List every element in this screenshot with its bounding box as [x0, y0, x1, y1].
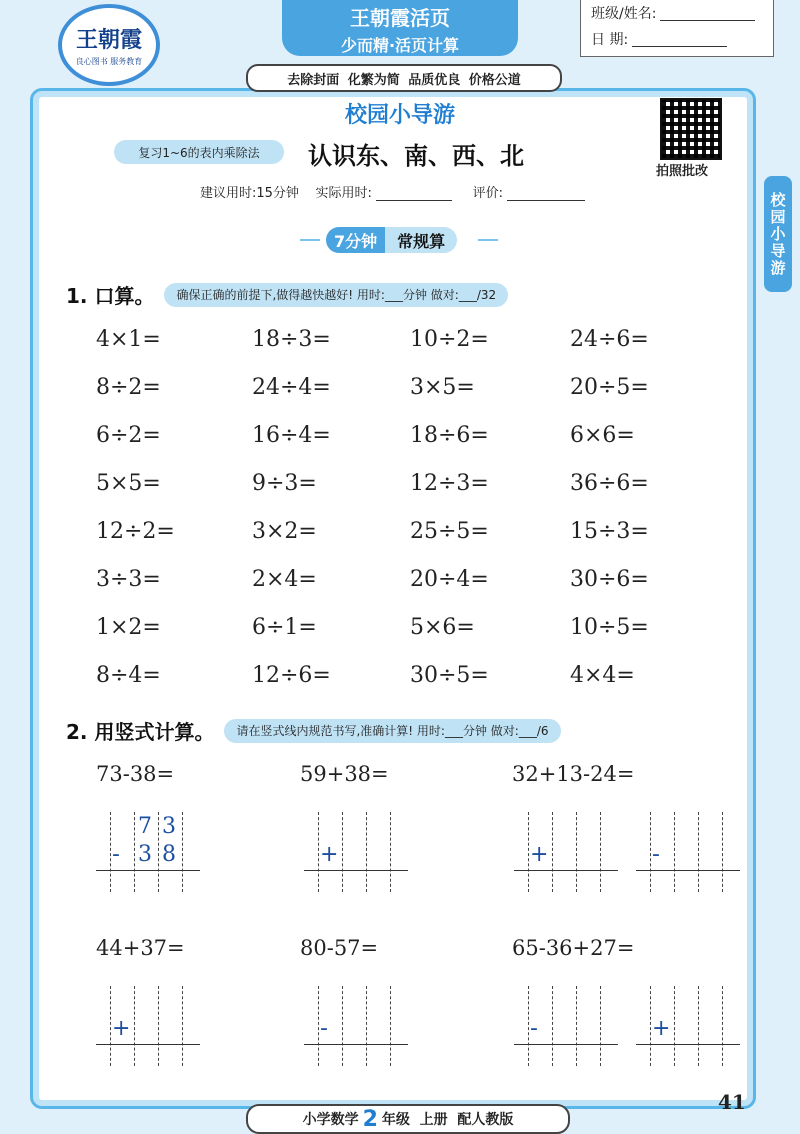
grid-dashed-line — [722, 986, 723, 1066]
oral-calc-item: 8÷2= — [96, 375, 161, 400]
vertical-problem: 44+37= — [96, 936, 185, 960]
grid-dashed-line — [318, 986, 319, 1066]
grid-sum-line — [514, 870, 618, 871]
deco-line-left — [300, 239, 320, 241]
vertical-calc-grid[interactable] — [304, 812, 408, 892]
vertical-calc-grid[interactable] — [636, 986, 740, 1066]
plus-sign: + — [112, 1016, 131, 1041]
oral-calc-item: 20÷4= — [410, 567, 489, 592]
student-info-box — [580, 0, 774, 57]
grid-dashed-line — [698, 986, 699, 1066]
oral-calc-item: 18÷6= — [410, 423, 489, 448]
grid-dashed-line — [366, 812, 367, 892]
vertical-problem: 59+38= — [300, 762, 389, 786]
grid-sum-line — [304, 870, 408, 871]
oral-calc-item: 6÷2= — [96, 423, 161, 448]
oral-calc-grid — [96, 320, 716, 704]
grid-dashed-line — [600, 812, 601, 892]
brand-subtitle: 少而精·活页计算 — [340, 36, 460, 55]
grid-dashed-line — [134, 812, 135, 892]
grid-dashed-line — [390, 812, 391, 892]
grid-dashed-line — [698, 812, 699, 892]
plus-sign: + — [530, 842, 549, 867]
grid-dashed-line — [318, 812, 319, 892]
grid-dashed-line — [600, 986, 601, 1066]
student-name-row — [581, 0, 773, 26]
section-title: 校园小导游 — [344, 103, 455, 128]
oral-calc-item: 6×6= — [570, 423, 635, 448]
vertical-calc-grid[interactable] — [96, 986, 200, 1066]
rating-label: 评价: — [472, 186, 504, 201]
grid-sum-line — [96, 1044, 200, 1045]
logo-subtext: 良心图书 服务教育 — [75, 57, 143, 66]
oral-calc-item: 18÷3= — [252, 327, 331, 352]
footer-bar — [246, 1104, 570, 1134]
q2-title: 2. 用竖式计算。 — [66, 720, 215, 744]
timer-badge — [326, 226, 457, 254]
grid-dashed-line — [182, 986, 183, 1066]
student-name-field[interactable] — [660, 6, 755, 21]
oral-calc-item: 5×5= — [96, 471, 161, 496]
grid-dashed-line — [110, 812, 111, 892]
grid-sum-line — [304, 1044, 408, 1045]
oral-calc-item: 20÷5= — [570, 375, 649, 400]
date-label: 日 期: — [591, 32, 629, 48]
oral-calc-item: 12÷6= — [252, 663, 331, 688]
grid-dashed-line — [182, 812, 183, 892]
grid-dashed-line — [366, 986, 367, 1066]
digit: 7 — [138, 814, 152, 839]
minus-sign: - — [652, 842, 660, 867]
page-number: 41 — [718, 1090, 746, 1114]
oral-calc-item: 5×6= — [410, 615, 475, 640]
review-pill: 复习1~6的表内乘除法 — [114, 140, 284, 164]
time-line — [200, 182, 585, 201]
vertical-problem: 73-38= — [96, 762, 175, 786]
oral-calc-item: 4×1= — [96, 327, 161, 352]
oral-calc-item: 24÷6= — [570, 327, 649, 352]
vertical-problem: 80-57= — [300, 936, 379, 960]
oral-calc-item: 2×4= — [252, 567, 317, 592]
grid-dashed-line — [722, 812, 723, 892]
timer-minutes: 7分钟 — [326, 227, 385, 253]
timer-label: 常规算 — [385, 227, 457, 253]
oral-calc-item: 3÷3= — [96, 567, 161, 592]
footer-grade: 2 — [362, 1106, 378, 1132]
q2-header — [66, 716, 561, 745]
grid-dashed-line — [576, 812, 577, 892]
grid-dashed-line — [528, 986, 529, 1066]
date-row — [581, 26, 773, 52]
grid-sum-line — [636, 1044, 740, 1045]
deco-line-right — [478, 239, 498, 241]
vertical-calc-grid[interactable] — [304, 986, 408, 1066]
plus-sign: + — [652, 1016, 671, 1041]
oral-calc-item: 30÷5= — [410, 663, 489, 688]
student-name-label: 班级/姓名: — [591, 6, 657, 22]
grid-dashed-line — [528, 812, 529, 892]
slogan-banner: 去除封面 化繁为简 品质优良 价格公道 — [246, 64, 562, 92]
vertical-calc-grid[interactable] — [96, 812, 200, 892]
grid-dashed-line — [650, 812, 651, 892]
grid-dashed-line — [342, 986, 343, 1066]
oral-calc-item: 10÷2= — [410, 327, 489, 352]
digit: 3 — [138, 842, 152, 867]
qr-code-icon[interactable] — [660, 98, 722, 160]
oral-calc-item: 6÷1= — [252, 615, 317, 640]
grid-dashed-line — [158, 812, 159, 892]
side-tab: 校园小导游 — [764, 176, 792, 292]
footer-subject: 小学数学 — [302, 1112, 359, 1128]
grid-dashed-line — [110, 986, 111, 1066]
digit: 3 — [162, 814, 176, 839]
q1-title: 1. 口算。 — [66, 284, 155, 308]
vertical-problem: 32+13-24= — [512, 762, 635, 786]
plus-sign: + — [320, 842, 339, 867]
minus-sign: - — [530, 1016, 538, 1041]
grid-dashed-line — [674, 812, 675, 892]
actual-time-field[interactable] — [376, 186, 452, 201]
grid-dashed-line — [674, 986, 675, 1066]
suggested-time: 建议用时:15分钟 — [200, 186, 299, 201]
vertical-problem: 65-36+27= — [512, 936, 635, 960]
brand-logo — [58, 4, 160, 86]
brand-banner — [282, 0, 518, 56]
grid-sum-line — [96, 870, 200, 871]
actual-time-label: 实际用时: — [315, 186, 372, 201]
rating-field[interactable] — [507, 186, 585, 201]
oral-calc-item: 4×4= — [570, 663, 635, 688]
grid-dashed-line — [390, 986, 391, 1066]
grid-sum-line — [636, 870, 740, 871]
grid-dashed-line — [650, 986, 651, 1066]
oral-calc-item: 12÷3= — [410, 471, 489, 496]
minus-sign: - — [112, 842, 120, 867]
oral-calc-item: 16÷4= — [252, 423, 331, 448]
logo-text: 王朝霞 — [75, 28, 142, 53]
q2-hint: 请在竖式线内规范书写,准确计算! 用时:___分钟 做对:___/6 — [224, 719, 560, 743]
digit: 8 — [162, 842, 176, 867]
oral-calc-item: 8÷4= — [96, 663, 161, 688]
lesson-title: 认识东、南、西、北 — [308, 142, 524, 170]
grid-dashed-line — [552, 986, 553, 1066]
oral-calc-item: 3×2= — [252, 519, 317, 544]
grid-dashed-line — [576, 986, 577, 1066]
oral-calc-item: 9÷3= — [252, 471, 317, 496]
qr-caption: 拍照批改 — [656, 164, 709, 179]
oral-calc-item: 24÷4= — [252, 375, 331, 400]
oral-calc-item: 3×5= — [410, 375, 475, 400]
grid-dashed-line — [342, 812, 343, 892]
oral-calc-item: 36÷6= — [570, 471, 649, 496]
date-field[interactable] — [632, 32, 727, 47]
vertical-calc-grid[interactable] — [514, 812, 618, 892]
oral-calc-item: 10÷5= — [570, 615, 649, 640]
vertical-calc-grid[interactable] — [514, 986, 618, 1066]
oral-calc-item: 25÷5= — [410, 519, 489, 544]
grid-dashed-line — [158, 986, 159, 1066]
footer-volume: 上册 — [419, 1112, 448, 1128]
oral-calc-item: 1×2= — [96, 615, 161, 640]
grid-sum-line — [514, 1044, 618, 1045]
grid-dashed-line — [552, 812, 553, 892]
vertical-calc-grid[interactable] — [636, 812, 740, 892]
oral-calc-item: 15÷3= — [570, 519, 649, 544]
oral-calc-item: 12÷2= — [96, 519, 175, 544]
grid-dashed-line — [134, 986, 135, 1066]
oral-calc-item: 30÷6= — [570, 567, 649, 592]
minus-sign: - — [320, 1016, 328, 1041]
q1-header — [66, 280, 508, 309]
brand-title: 王朝霞活页 — [350, 6, 450, 30]
footer-grade-suffix: 年级 — [381, 1112, 410, 1128]
q1-hint: 确保正确的前提下,做得越快越好! 用时:___分钟 做对:___/32 — [164, 283, 508, 307]
footer-edition: 配人教版 — [457, 1112, 514, 1128]
